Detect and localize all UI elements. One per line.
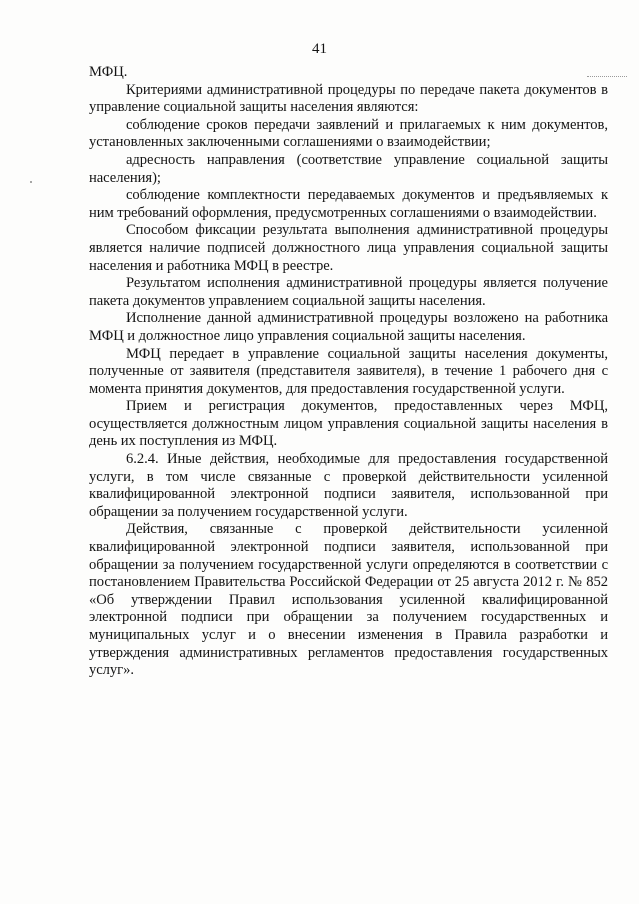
- paragraph: Прием и регистрация документов, предоставленных через МФЦ, осуществляется должностным лицом управления социальной защиты населения в день их поступления из МФЦ.: [89, 398, 608, 450]
- paragraph: 6.2.4. Иные действия, необходимые для предоставления государственной услуги, в том числе связанные с проверкой действительности усиленной квалифицированной электронной подписи заявителя, использованной при обращении за получением государственной услуги.: [89, 451, 608, 520]
- scan-speck: [30, 181, 32, 183]
- page-number: 41: [312, 41, 327, 57]
- paragraph: Действия, связанные с проверкой действительности усиленной квалифицированной электронной подписи заявителя, использованной при обращении за получением государственной услуги определяются в соответствии с постановлением Правительства Российской Федерации от 25 августа 2012 г. № 852 «Об утверждении Правил использования усиленной квалифицированной электронной подписи при обращении за получением государственных и муниципальных услуг и о внесении изменения в Правила разработки и утверждения административных регламентов предоставления государственных услуг».: [89, 521, 608, 679]
- paragraph: соблюдение комплектности передаваемых документов и предъявляемых к ним требований оформления, предусмотренных соглашениями о взаимодействии.: [89, 187, 608, 221]
- paragraph: Исполнение данной административной процедуры возложено на работника МФЦ и должностное лицо управления социальной защиты населения.: [89, 310, 608, 344]
- paragraph: МФЦ передает в управление социальной защиты населения документы, полученные от заявителя (представителя заявителя), в течение 1 рабочего дня с момента принятия документов, для предоставления государственной услуги.: [89, 345, 608, 397]
- paragraph: Результатом исполнения административной процедуры является получение пакета документов управлением социальной защиты населения.: [89, 275, 608, 309]
- paragraph: Критериями административной процедуры по передаче пакета документов в управление социальной защиты населения являются:: [89, 81, 608, 116]
- paragraph: МФЦ.: [89, 64, 128, 80]
- paragraph: Способом фиксации результата выполнения административной процедуры является наличие подписей должностного лица управления социальной защиты населения и работника МФЦ в реестре.: [89, 222, 608, 274]
- paragraph: соблюдение сроков передачи заявлений и прилагаемых к ним документов, установленных заключенными соглашениями о взаимодействии;: [89, 116, 608, 151]
- paragraph: адресность направления (соответствие управление социальной защиты населения);: [89, 151, 608, 186]
- document-body: [89, 64, 608, 680]
